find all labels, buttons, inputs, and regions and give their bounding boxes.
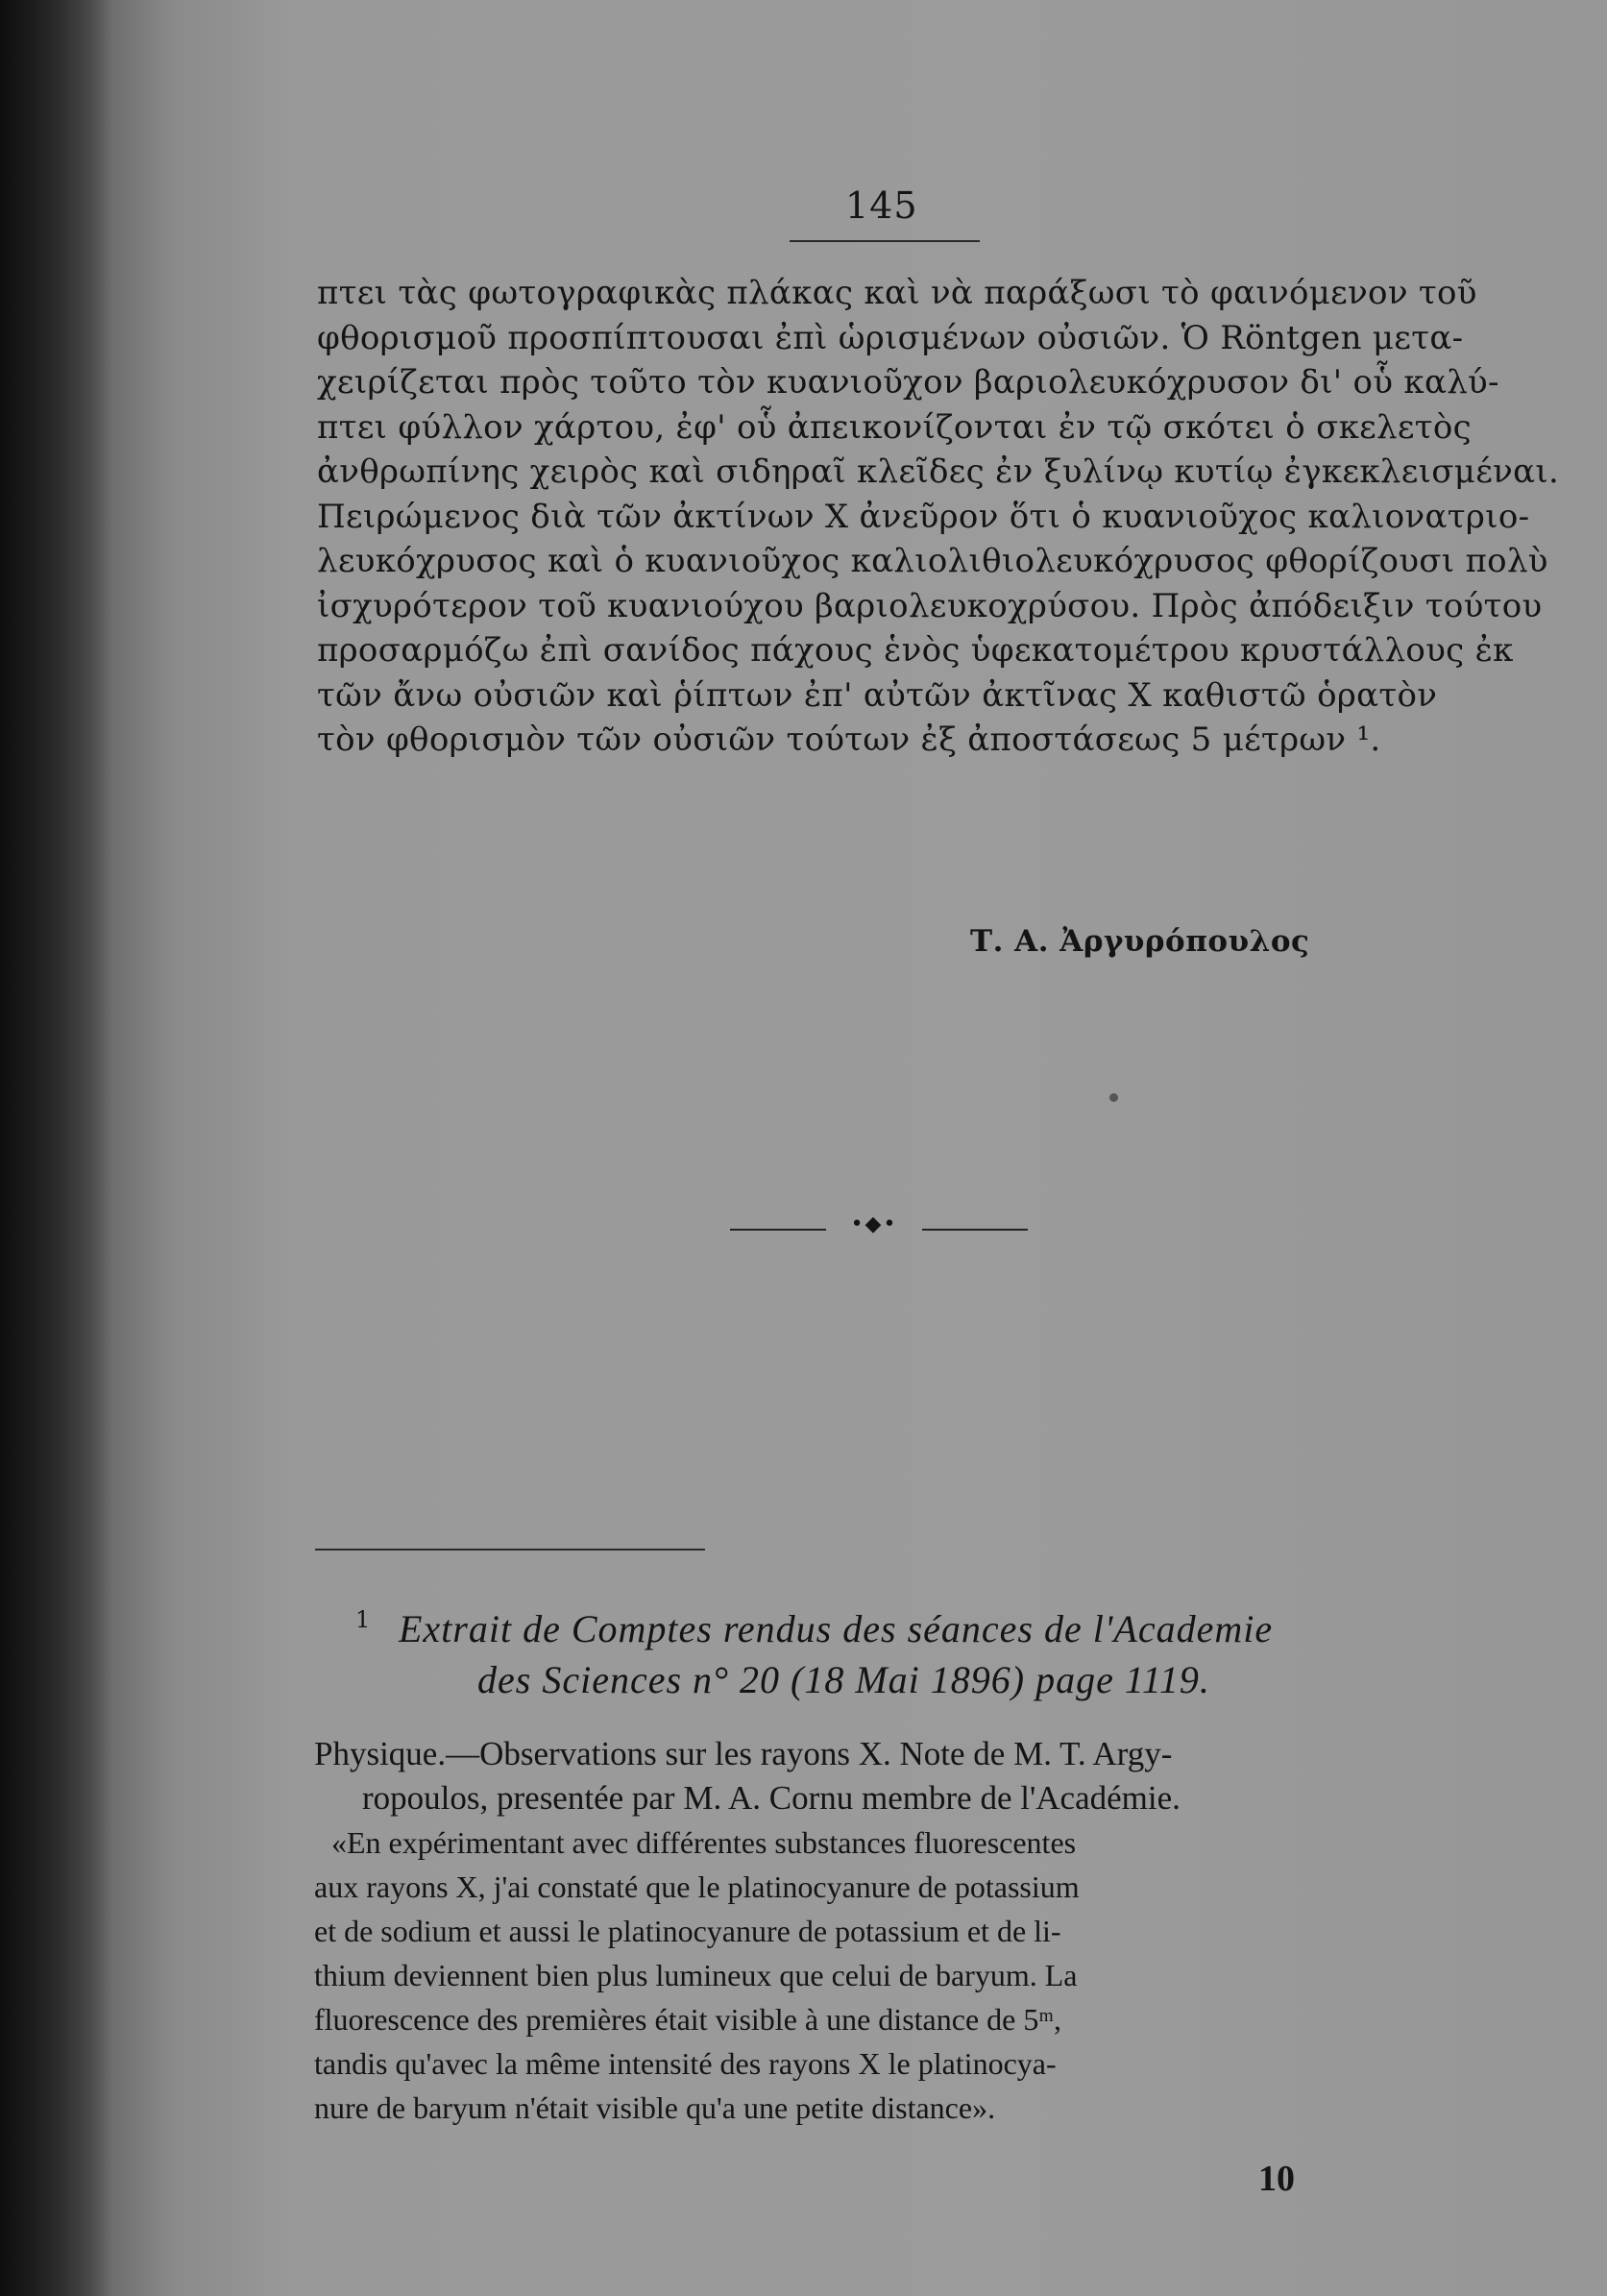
greek-line: ἰσχυρότερον τοῦ κυανιούχου βαριολευκοχρύσου. Πρὸς ἀπόδειξιν τούτου bbox=[317, 586, 1543, 625]
footnote-rule bbox=[315, 1549, 705, 1551]
book-spine-shadow bbox=[0, 0, 113, 2296]
footnote-mark: 1 bbox=[355, 1606, 371, 1633]
greek-line: φθορισμοῦ προσπίπτουσαι ἐπὶ ὡρισμένων οὐσιῶν. Ὁ Röntgen μετα- bbox=[317, 318, 1464, 357]
header-rule bbox=[790, 240, 980, 242]
french-line: et de sodium et aussi le platinocyanure de potassium et de li- bbox=[314, 1914, 1061, 1948]
french-line: ropoulos, presentée par M. A. Cornu membre de l'Académie. bbox=[362, 1779, 1181, 1817]
stray-ink-dot bbox=[1109, 1093, 1118, 1102]
page-number: 145 bbox=[845, 184, 918, 227]
greek-line: πτει τὰς φωτογραφικὰς πλάκας καὶ νὰ παράξωσι τὸ φαινόμενον τοῦ bbox=[317, 274, 1477, 312]
section-ornament bbox=[730, 1212, 1028, 1239]
french-line: thium deviennent bien plus lumineux que celui de baryum. La bbox=[314, 1958, 1078, 1992]
footnote-line: Extrait de Comptes rendus des séances de l'Academie bbox=[399, 1607, 1274, 1650]
french-line: nure de baryum n'était visible qu'a une petite distance». bbox=[314, 2090, 996, 2125]
ornament-rule-left bbox=[730, 1229, 826, 1231]
french-line: «En expérimentant avec différentes substances fluorescentes bbox=[331, 1825, 1077, 1860]
greek-line: Πειρώμενος διὰ τῶν ἀκτίνων Χ ἀνεῦρον ὅτι ὁ κυανιοῦχος καλιονατριο- bbox=[317, 497, 1530, 536]
french-line: tandis qu'avec la même intensité des rayons X le platinocya- bbox=[314, 2046, 1057, 2081]
french-paragraph bbox=[314, 1732, 1448, 2130]
signature-number: 10 bbox=[1258, 2159, 1295, 2199]
greek-line: τὸν φθορισμὸν τῶν οὐσιῶν τούτων ἐξ ἀποστάσεως 5 μέτρων ¹. bbox=[317, 721, 1381, 759]
greek-line: χειρίζεται πρὸς τοῦτο τὸν κυανιοῦχον βαριολευκόχρυσον δι' οὗ καλύ- bbox=[317, 363, 1499, 402]
greek-line: τῶν ἄνω οὐσιῶν καὶ ῥίπτων ἐπ' αὐτῶν ἀκτῖνας Χ καθιστῶ ὁρατὸν bbox=[317, 675, 1438, 715]
ornament-rule-right bbox=[922, 1229, 1028, 1231]
greek-paragraph bbox=[317, 271, 1560, 763]
greek-line: πτει φύλλον χάρτου, ἐφ' οὗ ἀπεικονίζονται ἐν τῷ σκότει ὁ σκελετὸς bbox=[317, 407, 1473, 447]
footnote-line: des Sciences n° 20 (18 Mai 1896) page 1119. bbox=[477, 1658, 1210, 1701]
french-line: Physique.—Observations sur les rayons X. Note de M. T. Argy- bbox=[314, 1735, 1173, 1772]
ornament-glyph: •◆• bbox=[850, 1212, 898, 1236]
french-line: fluorescence des premières était visible à une distance de 5ᵐ, bbox=[314, 2002, 1061, 2037]
greek-line: ἀνθρωπίνης χειρὸς καὶ σιδηραῖ κλεῖδες ἐν ξυλίνῳ κυτίῳ ἐγκεκλεισμέναι. bbox=[317, 452, 1560, 491]
greek-line: λευκόχρυσος καὶ ὁ κυανιοῦχος καλιολιθιολευκόχρυσος φθορίζουσι πολὺ bbox=[317, 542, 1548, 580]
greek-line: προσαρμόζω ἐπὶ σανίδος πάχους ἑνὸς ὑφεκατομέτρου κρυστάλλους ἐκ bbox=[317, 631, 1514, 670]
french-line: aux rayons X, j'ai constaté que le platinocyanure de potassium bbox=[314, 1869, 1080, 1904]
author-signature: Τ. Α. Ἀργυρόπουλος bbox=[970, 924, 1310, 959]
